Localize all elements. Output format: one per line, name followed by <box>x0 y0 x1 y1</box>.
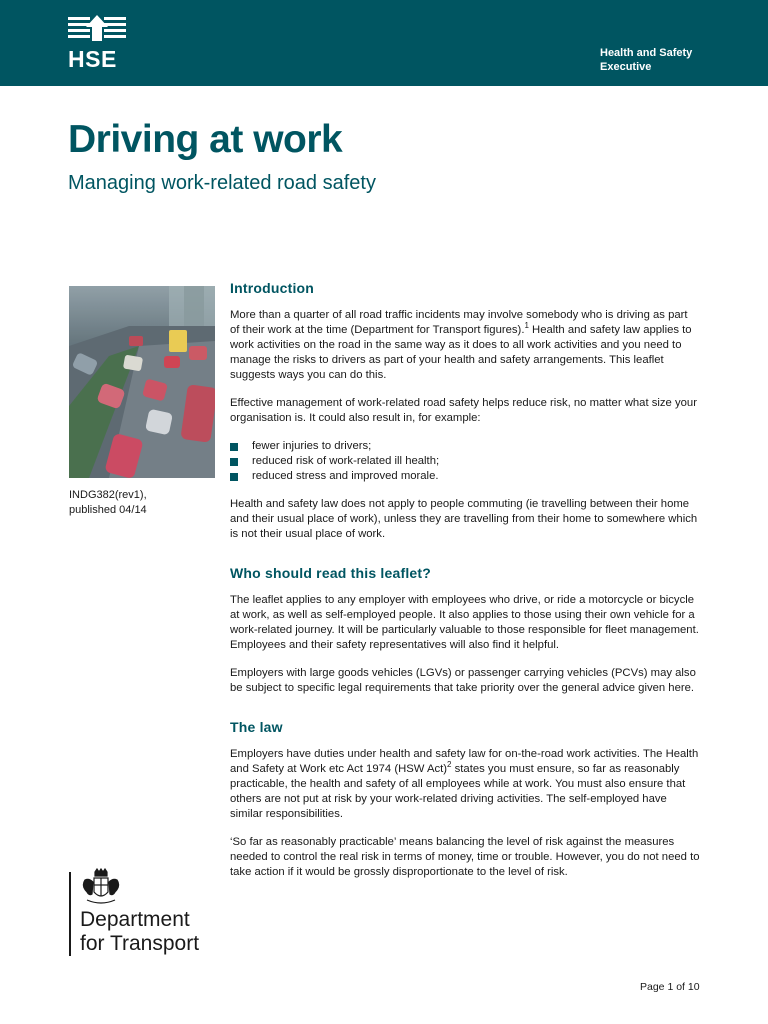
law-paragraph-1 <box>230 747 700 822</box>
who-paragraph-2: Employers with large goods vehicles (LGVs) or passenger carrying vehicles (PCVs) may also be subject to specific legal requirements that take priority over the general advice given here. <box>230 667 696 694</box>
dft-line-1: Department <box>80 908 190 931</box>
law-paragraph-2: ‘So far as reasonably practicable’ means balancing the level of risk against the measures needed to control the real risk in terms of money, time or trouble. However, you do not need to take action if it would be grossly disproportionate to the level of risk. <box>230 836 700 878</box>
intro-p1-text: More than a quarter of all road traffic incidents may involve somebody who is driving as part of their work at the time (Department for Transport figures). <box>230 309 688 336</box>
org-line-1: Health and Safety <box>600 47 693 59</box>
intro-p1-text-cont: Health and safety law applies to work activities on the road in the same way as it does to all work activities and you need to manage the risks to drivers as part of your health and safety arrangements. This leaflet suggests ways you can do this. <box>230 324 692 381</box>
page-title: Driving at work <box>68 118 343 161</box>
royal-crest-icon <box>79 868 123 906</box>
header-banner <box>0 0 768 86</box>
benefits-list <box>230 439 700 484</box>
main-content <box>230 280 700 893</box>
dft-logo-bar <box>69 872 71 956</box>
traffic-photo <box>69 286 215 478</box>
section-heading-introduction: Introduction <box>230 280 315 296</box>
law-p1-text-cont: states you must ensure, so far as reasonably practicable, the health and safety of all employees while at work. You must also ensure that others are not put at risk by your work-related driving activities. The self-employed have similar responsibilities. <box>230 763 686 820</box>
dft-name <box>80 908 199 956</box>
list-item: reduced risk of work-related ill health; <box>230 454 700 469</box>
org-line-2: Executive <box>600 61 652 73</box>
organisation-name <box>600 46 720 74</box>
who-paragraph-1: The leaflet applies to any employer with employees who drive, or ride a motorcycle or bicycle at work, as well as self-employed people. It also applies to those using their own vehicle for a work-related journey. It will be particularly valuable to those responsible for fleet management. Employees and their safety representatives will also find it helpful. <box>230 594 699 651</box>
hse-logo-text: HSE <box>68 46 117 72</box>
ref-line-2: published 04/14 <box>69 504 147 516</box>
list-item: reduced stress and improved morale. <box>230 469 700 484</box>
dft-logo <box>69 868 219 958</box>
page-subtitle: Managing work-related road safety <box>68 172 376 194</box>
intro-paragraph-3: Health and safety law does not apply to people commuting (ie travelling between their home and their usual place of work), unless they are travelling from their home to somewhere which is not their usual place of work. <box>230 498 698 540</box>
ref-line-1: INDG382(rev1), <box>69 489 147 501</box>
dft-line-2: for Transport <box>80 932 200 955</box>
section-heading-who: Who should read this leaflet? <box>230 565 432 581</box>
page-number: Page 1 of 10 <box>640 981 700 993</box>
intro-paragraph-1 <box>230 308 700 383</box>
footnote-ref-2: 2 <box>447 760 452 770</box>
law-p1-text: Employers have duties under health and safety law for on-the-road work activities. The Health and Safety at Work etc Act 1974 (HSW Act) <box>230 748 699 775</box>
publication-reference <box>69 488 147 518</box>
footnote-ref-1: 1 <box>524 321 529 331</box>
section-heading-law: The law <box>230 719 283 735</box>
intro-paragraph-2: Effective management of work-related road safety helps reduce risk, no matter what size your organisation is. It could also result in, for example: <box>230 397 697 424</box>
list-item: fewer injuries to drivers; <box>230 439 700 454</box>
